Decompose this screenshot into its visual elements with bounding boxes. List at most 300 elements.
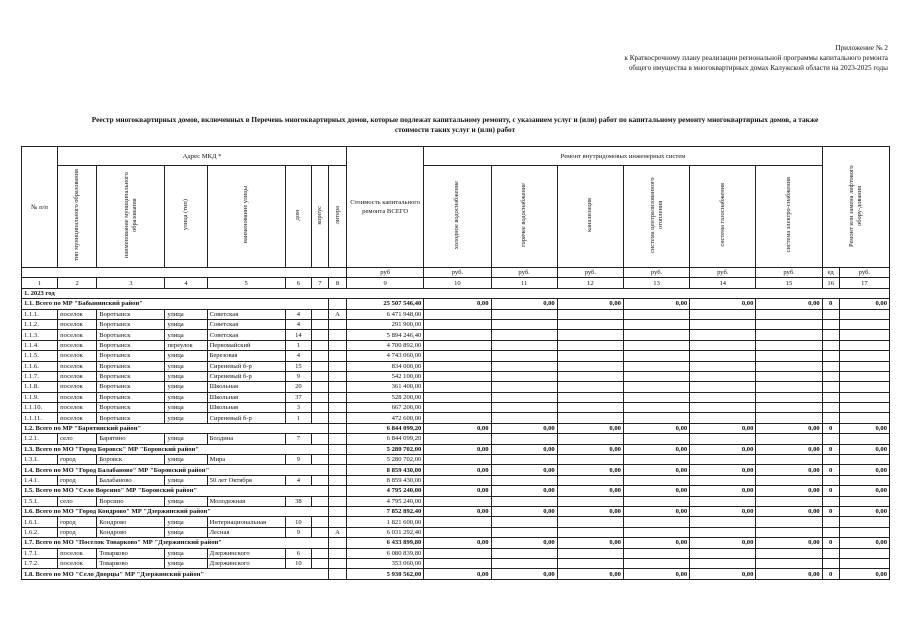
row-empty-cell [424, 548, 491, 558]
subtotal-value: 0,00 [756, 486, 822, 496]
row-empty-cell [491, 527, 557, 537]
row-empty-cell [623, 392, 689, 402]
table-row [22, 558, 890, 568]
unit-cell: руб. [623, 268, 689, 278]
row-street-name: Советская [207, 319, 285, 329]
row-house: 1 [285, 340, 311, 350]
row-empty-cell [557, 413, 623, 423]
row-mun-type: поселок [58, 558, 97, 568]
row-litera [328, 558, 346, 568]
row-empty-cell [557, 548, 623, 558]
subtotal-value: 0,00 [623, 465, 689, 475]
subtotal-value: 0,00 [623, 444, 689, 454]
row-number: 1.7.1. [22, 548, 58, 558]
row-empty-cell [424, 382, 491, 392]
header-cold-water: холодное водоснабжение [424, 166, 491, 268]
row-number: 1.1.5. [22, 351, 58, 361]
row-empty-cell [822, 548, 839, 558]
subtotal-value: 0 [822, 538, 839, 548]
subtotal-value: 0,00 [690, 538, 756, 548]
header-street-type: улица (тип) [165, 166, 207, 268]
header-gas: система газоснабжения [690, 166, 756, 268]
row-house: 15 [285, 361, 311, 371]
subtotal-label: 1.3. Всего по МО "Город Боровск" МР "Боровский район" [22, 444, 329, 454]
column-number: 16 [822, 278, 839, 288]
header-engineering: Ремонт внутридомовых инженерных систем [424, 147, 822, 166]
row-house: 1 [285, 413, 311, 423]
subtotal-litera [328, 423, 346, 433]
row-empty-cell [690, 496, 756, 506]
row-empty-cell [557, 496, 623, 506]
row-empty-cell [491, 434, 557, 444]
row-empty-cell [690, 475, 756, 485]
row-empty-cell [756, 475, 822, 485]
row-mun-type: поселок [58, 371, 97, 381]
row-empty-cell [690, 382, 756, 392]
column-number: 2 [58, 278, 97, 288]
row-street-name: Лесная [207, 527, 285, 537]
row-street-type: улица [165, 455, 207, 465]
row-mun-type: город [58, 517, 97, 527]
row-litera: А [328, 527, 346, 537]
row-number: 1.5.1. [22, 496, 58, 506]
row-empty-cell [623, 309, 689, 319]
row-empty-cell [822, 517, 839, 527]
row-empty-cell [424, 403, 491, 413]
row-korpus [311, 351, 328, 361]
row-number: 1.1.4. [22, 340, 58, 350]
row-mun-name: Кондрово [97, 517, 165, 527]
row-mun-name: Воротынск [97, 319, 165, 329]
row-empty-cell [623, 413, 689, 423]
row-empty-cell [557, 371, 623, 381]
row-mun-type: поселок [58, 413, 97, 423]
row-litera [328, 455, 346, 465]
row-house: 7 [285, 434, 311, 444]
column-number: 12 [557, 278, 623, 288]
row-mun-type: поселок [58, 351, 97, 361]
row-empty-cell [424, 351, 491, 361]
column-number: 9 [347, 278, 424, 288]
subtotal-row [22, 444, 890, 454]
row-number: 1.1.11. [22, 413, 58, 423]
row-cost-total: 353 060,00 [347, 558, 424, 568]
row-empty-cell [822, 351, 839, 361]
row-cost-total: 1 821 600,00 [347, 517, 424, 527]
row-litera [328, 340, 346, 350]
table-row [22, 434, 890, 444]
table-row [22, 475, 890, 485]
subtotal-value: 0 [822, 486, 839, 496]
subtotal-value: 0,00 [623, 506, 689, 516]
row-empty-cell [557, 309, 623, 319]
row-cost-total: 4 795 240,00 [347, 496, 424, 506]
row-empty-cell [756, 434, 822, 444]
row-empty-cell [424, 455, 491, 465]
row-street-type: улица [165, 517, 207, 527]
row-empty-cell [557, 382, 623, 392]
header-lift: Ремонт или замена лифтового обору-дования [822, 147, 889, 268]
row-mun-type: село [58, 496, 97, 506]
row-street-type: улица [165, 330, 207, 340]
row-empty-cell [839, 371, 889, 381]
row-cost-total: 6 031 292,40 [347, 527, 424, 537]
table-row [22, 403, 890, 413]
column-number: 4 [165, 278, 207, 288]
row-empty-cell [491, 340, 557, 350]
row-number: 1.7.2. [22, 558, 58, 568]
row-house: 10 [285, 558, 311, 568]
row-street-name: Мира [207, 455, 285, 465]
subtotal-value: 0,00 [557, 465, 623, 475]
row-empty-cell [491, 403, 557, 413]
subtotal-value: 0,00 [491, 506, 557, 516]
header-cost-total: Стоимость капитального ремонта ВСЕГО [347, 147, 424, 268]
row-mun-name: Боровск [97, 455, 165, 465]
row-street-name: Сиреневый б-р [207, 413, 285, 423]
row-number: 1.1.9. [22, 392, 58, 402]
row-empty-cell [557, 403, 623, 413]
row-empty-cell [756, 496, 822, 506]
row-empty-cell [424, 413, 491, 423]
row-empty-cell [491, 319, 557, 329]
row-empty-cell [839, 309, 889, 319]
unit-cell: ед [822, 268, 839, 278]
unit-cell: руб. [491, 268, 557, 278]
row-cost-total: 5 894 246,40 [347, 330, 424, 340]
row-street-type: улица [165, 558, 207, 568]
header-electric: система электро-снабжения [756, 166, 822, 268]
subtotal-value: 0,00 [557, 569, 623, 579]
row-empty-cell [756, 558, 822, 568]
row-empty-cell [839, 319, 889, 329]
row-empty-cell [424, 496, 491, 506]
row-empty-cell [424, 340, 491, 350]
subtotal-cost-total: 25 507 546,40 [347, 299, 424, 309]
subtotal-value: 0,00 [424, 569, 491, 579]
table-row [22, 361, 890, 371]
row-mun-name: Кондрово [97, 527, 165, 537]
subtotal-value: 0,00 [623, 299, 689, 309]
row-mun-type: поселок [58, 548, 97, 558]
row-empty-cell [690, 392, 756, 402]
row-street-type: улица [165, 361, 207, 371]
row-cost-total: 361 400,00 [347, 382, 424, 392]
unit-cell: руб. [756, 268, 822, 278]
row-street-type: улица [165, 527, 207, 537]
row-number: 1.1.7. [22, 371, 58, 381]
row-empty-cell [491, 455, 557, 465]
row-house: 20 [285, 382, 311, 392]
row-empty-cell [839, 527, 889, 537]
row-empty-cell [424, 309, 491, 319]
subtotal-litera [328, 444, 346, 454]
row-street-name: Сиреневый б-р [207, 361, 285, 371]
row-korpus [311, 309, 328, 319]
subtotal-label: 1.1. Всего по МР "Бабынинский район" [22, 299, 329, 309]
table-row [22, 319, 890, 329]
row-street-name: Школьная [207, 403, 285, 413]
row-house: 14 [285, 330, 311, 340]
row-empty-cell [424, 392, 491, 402]
appendix-line: к Краткосрочному плану реализации региональной программы капитального ремонта [624, 54, 888, 62]
row-korpus [311, 517, 328, 527]
row-street-type: улица [165, 475, 207, 485]
row-number: 1.6.2. [22, 527, 58, 537]
row-korpus [311, 527, 328, 537]
row-empty-cell [690, 434, 756, 444]
subtotal-value: 0,00 [491, 486, 557, 496]
unit-cell: руб. [839, 268, 889, 278]
column-numbers-row [22, 278, 890, 288]
subtotal-litera [328, 299, 346, 309]
subtotal-value: 0,00 [424, 486, 491, 496]
subtotal-value: 0,00 [557, 299, 623, 309]
header-heating: система централизованного отопления [623, 166, 689, 268]
subtotal-value: 0 [822, 299, 839, 309]
header-korpus: корпус [311, 166, 328, 268]
row-mun-name: Ворсино [97, 496, 165, 506]
subtotal-cost-total: 4 795 240,00 [347, 486, 424, 496]
subtotal-value: 0,00 [690, 444, 756, 454]
subtotal-litera [328, 506, 346, 516]
row-empty-cell [822, 309, 839, 319]
row-empty-cell [623, 371, 689, 381]
row-empty-cell [690, 340, 756, 350]
row-cost-total: 834 000,00 [347, 361, 424, 371]
subtotal-value: 0,00 [839, 299, 889, 309]
row-street-name: Первомайский [207, 340, 285, 350]
row-empty-cell [839, 475, 889, 485]
row-empty-cell [491, 413, 557, 423]
row-empty-cell [424, 361, 491, 371]
subtotal-cost-total: 7 852 892,40 [347, 506, 424, 516]
subtotal-row [22, 486, 890, 496]
row-empty-cell [623, 548, 689, 558]
row-korpus [311, 496, 328, 506]
subtotal-label: 1.6. Всего по МО "Город Кондрово" МР "Дзержинский район" [22, 506, 329, 516]
row-mun-name: Воротынск [97, 330, 165, 340]
row-empty-cell [557, 455, 623, 465]
subtotal-value: 0,00 [491, 538, 557, 548]
subtotal-value: 0,00 [623, 569, 689, 579]
subtotal-value: 0,00 [756, 465, 822, 475]
row-empty-cell [839, 351, 889, 361]
row-empty-cell [491, 517, 557, 527]
header-street-name: наименование улицы [207, 166, 285, 268]
subtotal-cost-total: 5 280 702,00 [347, 444, 424, 454]
row-empty-cell [623, 558, 689, 568]
subtotal-value: 0 [822, 423, 839, 433]
column-number: 13 [623, 278, 689, 288]
row-street-type: улица [165, 351, 207, 361]
subtotal-litera [328, 465, 346, 475]
row-empty-cell [756, 330, 822, 340]
subtotal-value: 0 [822, 465, 839, 475]
row-street-type: улица [165, 403, 207, 413]
row-house: 4 [285, 351, 311, 361]
row-empty-cell [822, 361, 839, 371]
row-empty-cell [839, 496, 889, 506]
row-empty-cell [424, 319, 491, 329]
row-korpus [311, 558, 328, 568]
row-cost-total: 4 700 892,00 [347, 340, 424, 350]
row-empty-cell [839, 340, 889, 350]
table-row [22, 455, 890, 465]
row-empty-cell [623, 517, 689, 527]
row-empty-cell [839, 403, 889, 413]
row-mun-name: Балабаново [97, 475, 165, 485]
subtotal-row [22, 465, 890, 475]
row-empty-cell [822, 382, 839, 392]
table-row [22, 371, 890, 381]
row-street-type: улица [165, 319, 207, 329]
row-litera [328, 548, 346, 558]
subtotal-value: 0,00 [491, 299, 557, 309]
row-litera [328, 330, 346, 340]
row-house: 4 [285, 319, 311, 329]
row-korpus [311, 413, 328, 423]
row-cost-total: 6 471 948,00 [347, 309, 424, 319]
row-house: 4 [285, 475, 311, 485]
row-empty-cell [623, 319, 689, 329]
row-empty-cell [424, 517, 491, 527]
row-cost-total: 291 900,00 [347, 319, 424, 329]
row-korpus [311, 403, 328, 413]
column-number: 3 [97, 278, 165, 288]
row-empty-cell [822, 403, 839, 413]
row-empty-cell [557, 340, 623, 350]
row-empty-cell [822, 455, 839, 465]
row-house: 4 [285, 309, 311, 319]
row-empty-cell [839, 330, 889, 340]
row-mun-name: Воротынск [97, 403, 165, 413]
row-empty-cell [557, 558, 623, 568]
column-number: 17 [839, 278, 889, 288]
row-empty-cell [557, 517, 623, 527]
row-street-type: улица [165, 434, 207, 444]
subtotal-value: 0,00 [424, 538, 491, 548]
row-empty-cell [756, 403, 822, 413]
row-empty-cell [424, 330, 491, 340]
header-sewer: канализация [557, 166, 623, 268]
row-mun-name: Воротынск [97, 413, 165, 423]
row-litera [328, 496, 346, 506]
row-korpus [311, 382, 328, 392]
row-mun-type: поселок [58, 403, 97, 413]
row-cost-total: 472 600,00 [347, 413, 424, 423]
row-empty-cell [623, 351, 689, 361]
row-mun-type: поселок [58, 330, 97, 340]
row-mun-name: Барятино [97, 434, 165, 444]
row-mun-type: поселок [58, 382, 97, 392]
subtotal-cost-total: 6 433 899,80 [347, 538, 424, 548]
subtotal-label: 1.5. Всего по МО "Село Ворсино" МР "Боровский район" [22, 486, 329, 496]
subtotal-value: 0,00 [839, 444, 889, 454]
row-korpus [311, 319, 328, 329]
row-mun-name: Воротынск [97, 371, 165, 381]
row-empty-cell [491, 558, 557, 568]
row-empty-cell [557, 527, 623, 537]
table-row [22, 517, 890, 527]
subtotal-value: 0,00 [491, 444, 557, 454]
row-mun-type: город [58, 475, 97, 485]
row-street-name: Школьная [207, 382, 285, 392]
row-empty-cell [756, 319, 822, 329]
subtotal-value: 0,00 [756, 538, 822, 548]
subtotal-value: 0,00 [690, 465, 756, 475]
subtotal-value: 0,00 [424, 423, 491, 433]
row-empty-cell [491, 371, 557, 381]
year-row [22, 288, 890, 298]
title-line: стоимости таких услуг и (или) работ [394, 125, 516, 134]
subtotal-cost-total: 5 930 562,00 [347, 569, 424, 579]
subtotal-value: 0,00 [424, 465, 491, 475]
row-mun-name: Воротынск [97, 392, 165, 402]
table-row [22, 340, 890, 350]
row-street-type: улица [165, 548, 207, 558]
subtotal-value: 0,00 [557, 506, 623, 516]
row-number: 1.4.1. [22, 475, 58, 485]
row-mun-type: поселок [58, 309, 97, 319]
row-litera [328, 403, 346, 413]
title-line: Реестр многоквартирных домов, включенных в Перечень многоквартирных домов, которые подлежат капитальному ремонту, с указанием услуг и (или) работ по капитальному ремонту многоквартирных домов, а также [91, 115, 819, 124]
row-empty-cell [756, 517, 822, 527]
table-row [22, 382, 890, 392]
row-number: 1.3.1. [22, 455, 58, 465]
row-empty-cell [424, 558, 491, 568]
subtotal-value: 0,00 [557, 423, 623, 433]
column-number: 14 [690, 278, 756, 288]
row-number: 1.1.6. [22, 361, 58, 371]
row-street-name: Школьная [207, 392, 285, 402]
row-mun-name: Товарково [97, 558, 165, 568]
subtotal-row [22, 538, 890, 548]
row-empty-cell [557, 351, 623, 361]
row-empty-cell [690, 517, 756, 527]
row-empty-cell [690, 403, 756, 413]
subtotal-value: 0,00 [690, 486, 756, 496]
row-street-name: Советская [207, 309, 285, 319]
units-row [22, 268, 890, 278]
row-house: 3 [285, 403, 311, 413]
subtotal-label: 1.2. Всего по МР "Барятинский район" [22, 423, 329, 433]
subtotal-value: 0,00 [424, 299, 491, 309]
subtotal-litera [328, 569, 346, 579]
row-street-name: Дзержинского [207, 548, 285, 558]
row-empty-cell [839, 434, 889, 444]
appendix-number: Приложение № 2 [835, 44, 888, 52]
subtotal-value: 0,00 [839, 506, 889, 516]
subtotal-value: 0,00 [424, 444, 491, 454]
row-empty-cell [839, 392, 889, 402]
row-korpus [311, 548, 328, 558]
row-empty-cell [491, 351, 557, 361]
row-house: 10 [285, 517, 311, 527]
row-empty-cell [822, 340, 839, 350]
row-litera [328, 319, 346, 329]
column-number: 8 [328, 278, 346, 288]
row-empty-cell [491, 309, 557, 319]
row-empty-cell [690, 455, 756, 465]
subtotal-value: 0,00 [839, 486, 889, 496]
row-litera [328, 434, 346, 444]
unit-cell: руб. [557, 268, 623, 278]
subtotal-value: 0,00 [623, 538, 689, 548]
row-street-name: Березовая [207, 351, 285, 361]
row-empty-cell [822, 496, 839, 506]
row-litera [328, 361, 346, 371]
